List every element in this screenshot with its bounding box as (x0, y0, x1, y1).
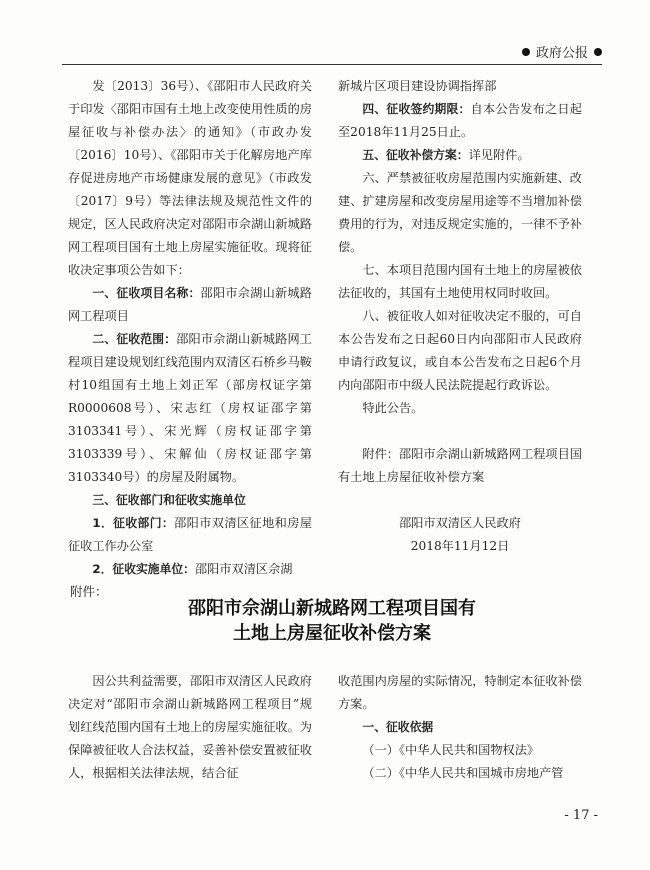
paragraph (68, 328, 312, 489)
header-rule (62, 64, 602, 65)
paragraph-text: 因公共利益需要，邵阳市双清区人民政府决定对“邵阳市佘湖山新城路网工程项目”规划红线范围内国有土地上的房屋实施征收。为保障被征收人合法权益，妥善补偿安置被征收人，根据相关法律法规，结合征 (68, 674, 312, 780)
paragraph-text: 邵阳市双清区佘湖 (194, 562, 293, 576)
section-heading: 三、征收部门和征收实施单位 (92, 493, 246, 507)
paragraph-text: 新城片区项目建设协调指挥部 (338, 79, 497, 93)
paragraph-text: 详见附件。 (468, 148, 530, 162)
paragraph (338, 397, 582, 420)
paragraph (338, 259, 582, 305)
paragraph-text: （一）《中华人民共和国物权法》 (362, 743, 540, 757)
paragraph (338, 144, 582, 167)
section-heading: 一、征收依据 (362, 720, 434, 734)
bullet-icon (594, 48, 602, 56)
section-heading: 1．征收部门： (92, 516, 175, 530)
signature-line: 邵阳市双清区人民政府 (399, 516, 521, 530)
notice-left-column (68, 75, 312, 581)
paragraph-text: 附件：邵阳市佘湖山新城路网工程项目国有土地上房屋征收补偿方案 (338, 447, 582, 484)
signature-line: 2018年11月12日 (410, 539, 510, 553)
paragraph-text: 特此公告。 (362, 401, 424, 415)
paragraph-text: 七、本项目范围内国有土地上的房屋被依法征收的，其国有土地使用权同时收回。 (338, 263, 582, 300)
paragraph (338, 98, 582, 144)
section-heading: 2．征收实施单位： (92, 562, 195, 576)
annex-title-line-1: 邵阳市佘湖山新城路网工程项目国有 (188, 598, 476, 619)
annex-left-column (68, 670, 312, 785)
paragraph (338, 75, 582, 98)
paragraph (68, 489, 312, 512)
paragraph-text: 邵阳市佘湖山新城路网工程项目 (68, 286, 312, 323)
notice-right-column (338, 75, 582, 558)
paragraph-text: 邵阳市佘湖山新城路网工程项目建设规划红线范围内双清区石桥乡马鞍村10组国有土地上刘正军（部房权证字第R0000608号）、宋志红（房权证邵字第3103341号）、宋光辉（房权证邵字第3103339号）、宋解仙（房权证邵字第3103340号）的房屋及附属物。 (68, 332, 312, 484)
paragraph (338, 739, 582, 762)
bullet-icon (522, 48, 530, 56)
paragraph (68, 75, 312, 282)
section-heading: 四、征收签约期限： (362, 102, 471, 116)
paragraph-text: （二）《中华人民共和国城市房地产管 (362, 766, 564, 780)
paragraph-spacer (338, 420, 582, 443)
paragraph-text: 收范围内房屋的实际情况，特制定本征收补偿方案。 (338, 674, 582, 711)
paragraph-text: 六、严禁被征收房屋范围内实施新建、改建、扩建房屋和改变房屋用途等不当增加补偿费用的行为，对违反规定实施的，一律不予补偿。 (338, 171, 582, 254)
paragraph-text: 邵阳市双清区征地和房屋征收工作办公室 (68, 516, 312, 553)
paragraph (68, 282, 312, 328)
section-heading: 二、征收范围： (92, 332, 177, 346)
paragraph-spacer (338, 489, 582, 512)
page-number: - 17 - (564, 808, 598, 823)
header-section: 政府公报 (535, 46, 588, 61)
paragraph (338, 167, 582, 259)
section-heading: 五、征收补偿方案： (362, 148, 469, 162)
paragraph (338, 670, 582, 716)
annex-right-column (338, 670, 582, 785)
paragraph (338, 762, 582, 785)
paragraph-text: 八、被征收人如对征收决定不服的，可自本公告发布之日起60日内向邵阳市人民政府申请行政复议，或自本公告发布之日起6个月内向邵阳市中级人民法院提起行政诉讼。 (338, 309, 582, 392)
annex-label: 附件： (70, 584, 108, 599)
paragraph (338, 716, 582, 739)
annex-title-line-2: 土地上房屋征收补偿方案 (233, 623, 431, 644)
paragraph (68, 670, 312, 785)
paragraph-text: 自本公告发布之日起至2018年11月25日止。 (338, 102, 582, 139)
annex-title (62, 596, 602, 646)
paragraph (338, 443, 582, 489)
paragraph (68, 558, 312, 581)
paragraph (338, 305, 582, 397)
paragraph (68, 512, 312, 558)
page-header (522, 42, 602, 61)
paragraph-text: 发〔2013〕36号）、《邵阳市人民政府关于印发〈邵阳市国有土地上改变使用性质的房屋征收与补偿办法〉的通知》（市政办发〔2016〕10号）、《邵阳市关于化解房地产库存促进房地产市场健康发展的意见》（市政发〔2017〕9号）等法律法规及规范性文件的规定，区人民政府决定对邵阳市佘湖山新城路网工程项目国有土地上房屋实施征收。现将征收决定事项公告如下： (68, 79, 312, 277)
section-heading: 一、征收项目名称： (92, 286, 201, 300)
